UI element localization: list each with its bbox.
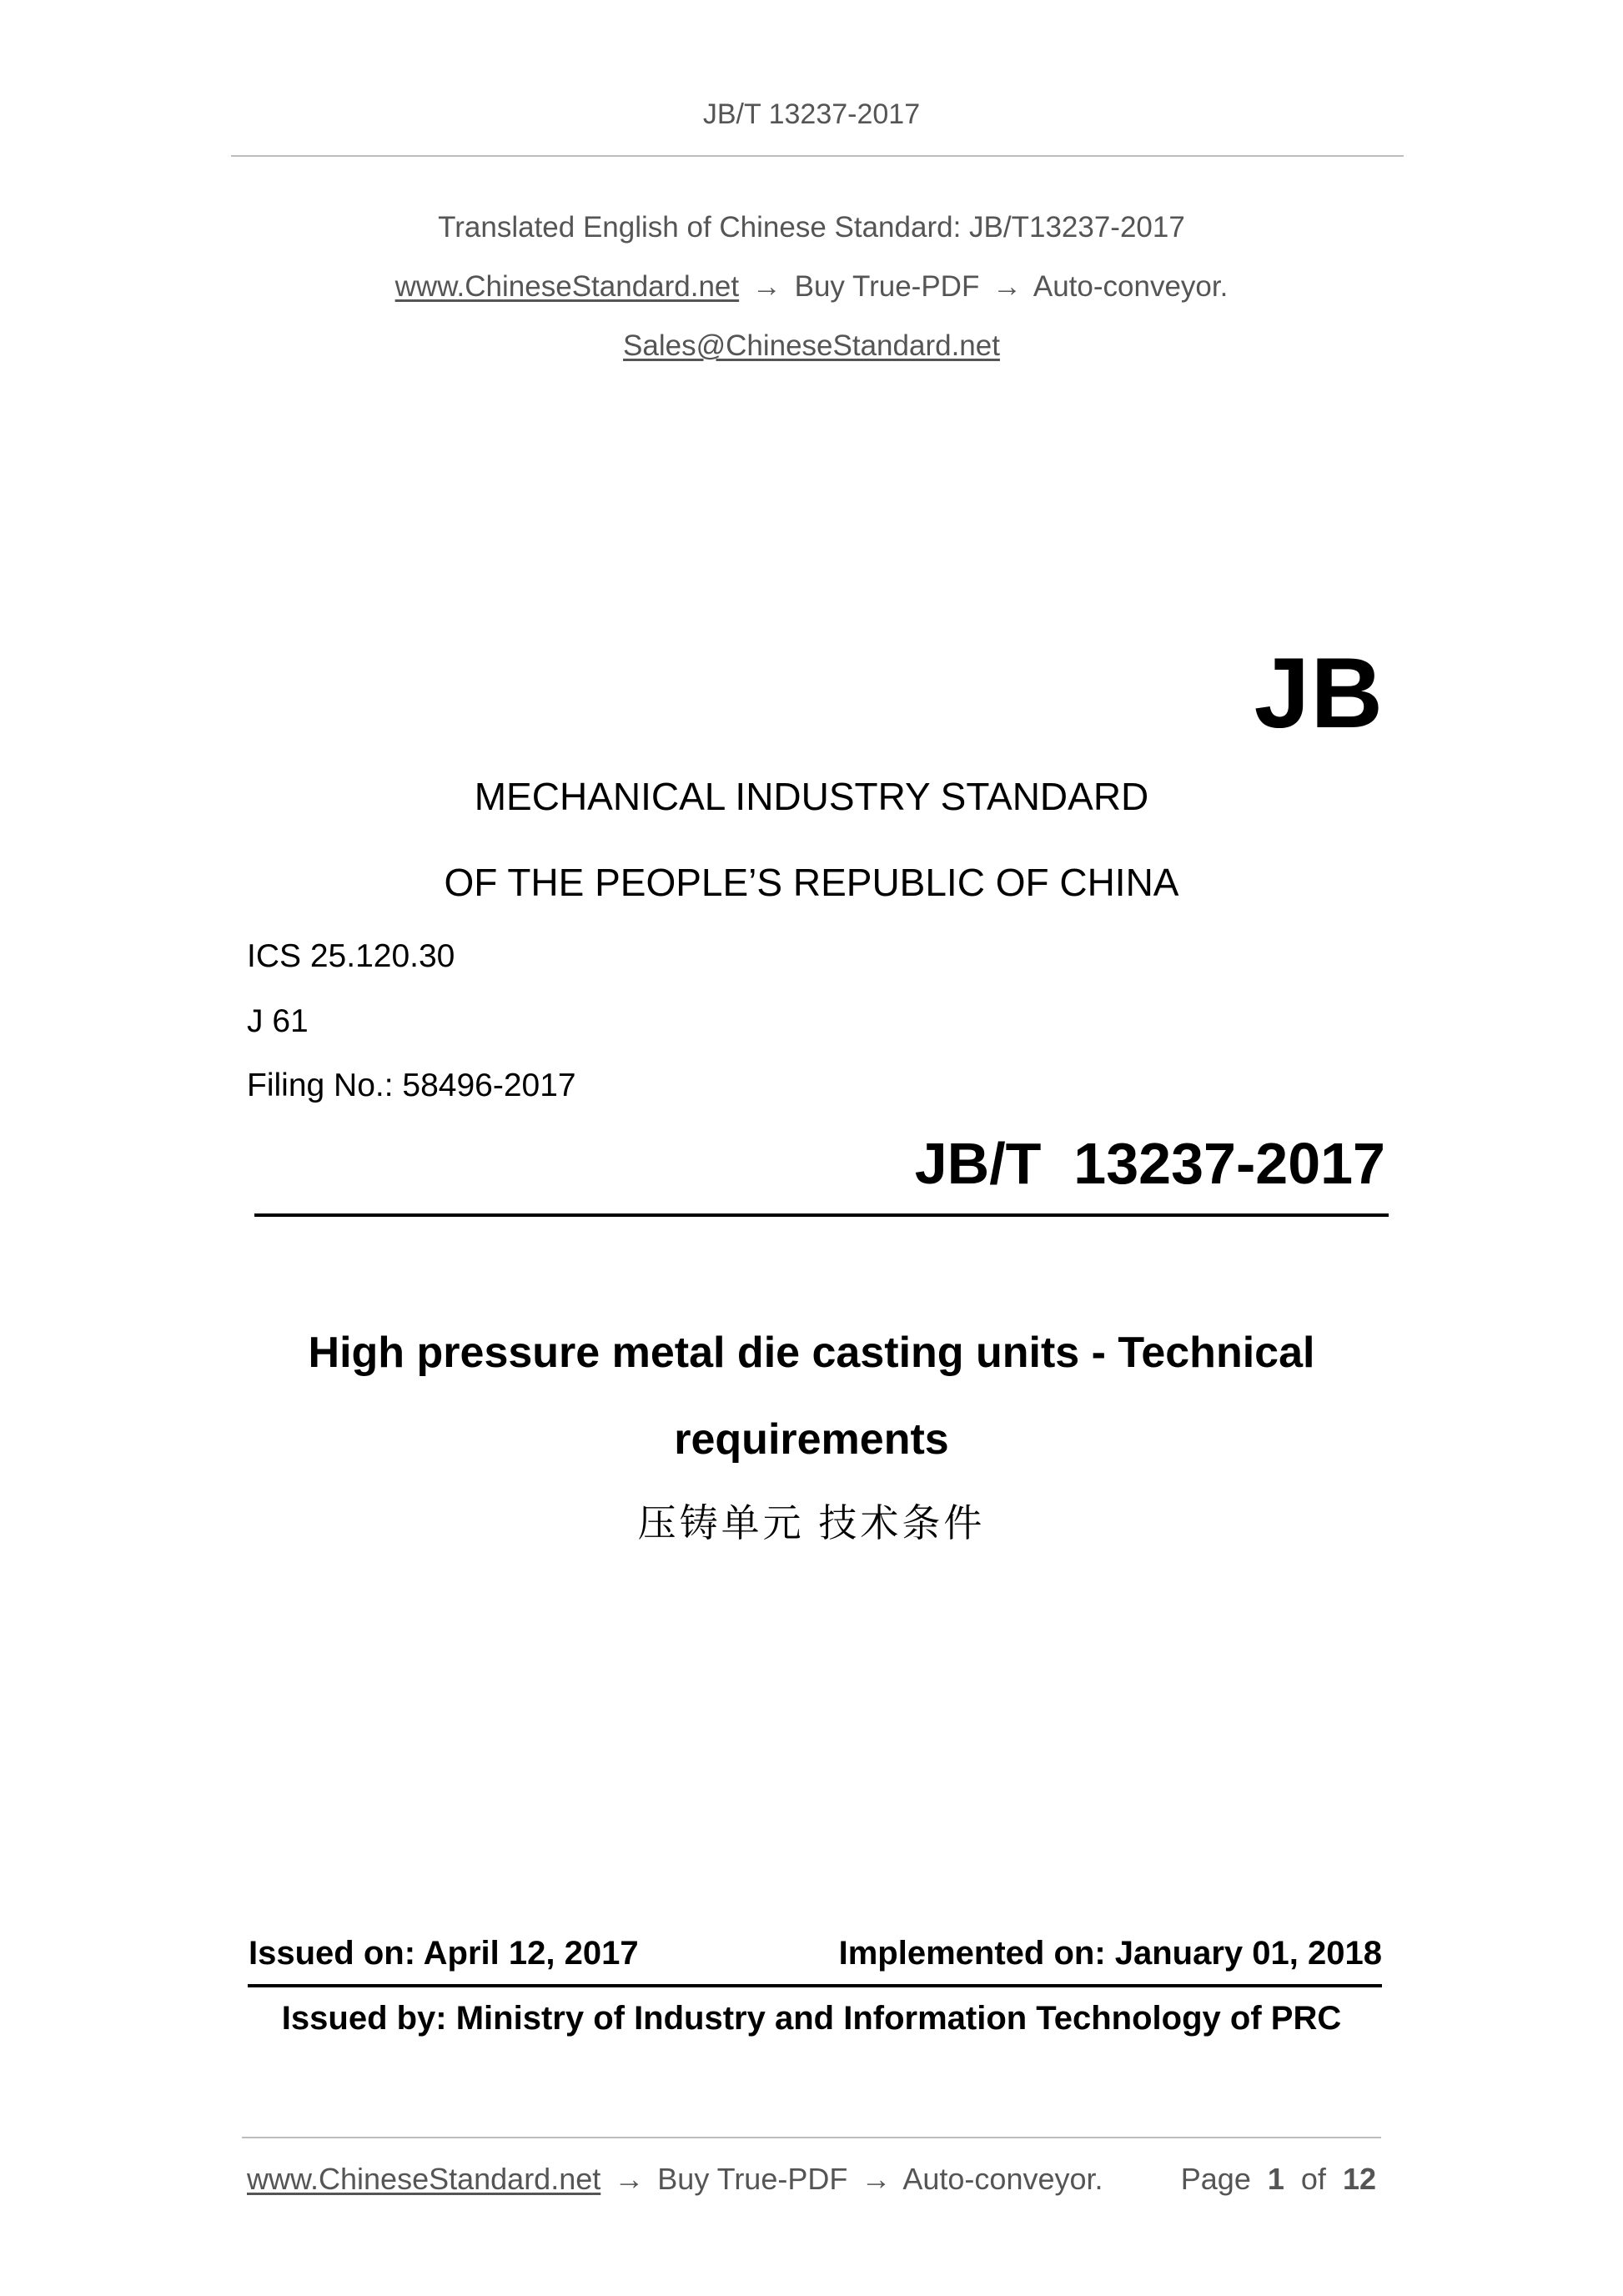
arrow-right-icon: → (614, 2162, 645, 2196)
issued-date: Issued on: April 12, 2017 (249, 1935, 639, 1972)
arrow-right-icon: → (992, 270, 1023, 303)
page-label: Page (1180, 2162, 1251, 2196)
running-header: JB/T 13237-2017 (702, 98, 921, 130)
document-title: High pressure metal die casting units - Technical requirements (308, 1329, 1315, 1464)
ccs-code: J 61 (247, 1003, 309, 1039)
number-divider (254, 1213, 1389, 1217)
email-link[interactable]: Sales@ChineseStandard.net (623, 329, 1000, 362)
footer-purchase-line (247, 2162, 1103, 2197)
standard-name-line2: OF THE PEOPLE’S REPUBLIC OF CHINA (444, 861, 1179, 904)
standard-mark: JB (1254, 637, 1384, 749)
implemented-date: Implemented on: January 01, 2018 (838, 1935, 1382, 1972)
delivery-text: Auto-conveyor. (1033, 270, 1229, 303)
ics-code: ICS 25.120.30 (247, 938, 455, 974)
page-current: 1 (1267, 2162, 1284, 2196)
page-indicator (1181, 2162, 1376, 2197)
page-total: 12 (1342, 2162, 1376, 2196)
site-link[interactable]: www.ChineseStandard.net (394, 270, 740, 303)
buy-text: Buy True-PDF (794, 270, 980, 303)
page-of-label: of (1300, 2162, 1326, 2196)
document-title-chinese: 压铸单元 技术条件 (637, 1501, 986, 1545)
footer-divider (242, 2137, 1381, 2138)
purchase-line (0, 270, 1623, 304)
arrow-right-icon: → (751, 270, 781, 303)
footer-buy-text: Buy True-PDF (657, 2162, 848, 2196)
arrow-right-icon: → (861, 2162, 892, 2196)
standard-name-line1: MECHANICAL INDUSTRY STANDARD (474, 775, 1149, 818)
filing-number: Filing No.: 58496-2017 (247, 1068, 576, 1103)
footer-site-link[interactable]: www.ChineseStandard.net (247, 2162, 601, 2196)
issue-divider (248, 1984, 1382, 1987)
header-divider (231, 155, 1404, 157)
footer-delivery-text: Auto-conveyor. (902, 2162, 1103, 2196)
translation-notice: Translated English of Chinese Standard: JB/T13237-2017 (438, 211, 1185, 244)
standard-number: JB/T 13237-2017 (914, 1131, 1385, 1196)
email-line (0, 329, 1623, 363)
issuing-authority: Issued by: Ministry of Industry and Information Technology of PRC (281, 2000, 1342, 2037)
